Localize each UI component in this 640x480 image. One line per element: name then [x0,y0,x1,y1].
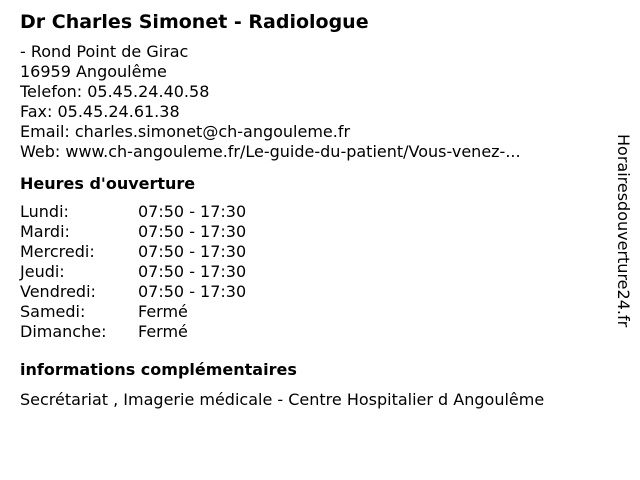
opening-hours-heading: Heures d'ouverture [20,174,196,193]
hours-day: Dimanche: [20,322,107,341]
hours-day: Mardi: [20,222,70,241]
opening-hours-table [20,202,610,342]
address-city: 16959 Angoulême [20,62,167,81]
hours-time: 07:50 - 17:30 [138,202,247,221]
fax-number: Fax: 05.45.24.61.38 [20,102,180,121]
hours-day: Jeudi: [20,262,65,281]
site-watermark: Horairesdouverture24.fr [614,134,633,328]
hours-day: Vendredi: [20,282,96,301]
hours-row-monday [20,202,610,222]
hours-day: Lundi: [20,202,69,221]
hours-time: 07:50 - 17:30 [138,282,247,301]
hours-time: Fermé [138,322,188,341]
address-block [20,42,610,162]
address-street: - Rond Point de Girac [20,42,189,61]
hours-time: 07:50 - 17:30 [138,222,247,241]
hours-row-tuesday [20,222,610,242]
additional-info-text: Secrétariat , Imagerie médicale - Centre Hospitalier d Angoulême [20,390,545,409]
hours-day: Mercredi: [20,242,95,261]
phone-number: Telefon: 05.45.24.40.58 [20,82,210,101]
hours-day: Samedi: [20,302,86,321]
hours-time: 07:50 - 17:30 [138,262,247,281]
hours-row-friday [20,282,610,302]
hours-row-sunday [20,322,610,342]
listing-content [20,10,610,410]
email-address: Email: charles.simonet@ch-angouleme.fr [20,122,351,141]
hours-row-wednesday [20,242,610,262]
hours-time: 07:50 - 17:30 [138,242,247,261]
hours-row-thursday [20,262,610,282]
hours-row-saturday [20,302,610,322]
page-title: Dr Charles Simonet - Radiologue [20,11,369,33]
website-link: Web: www.ch-angouleme.fr/Le-guide-du-patient/Vous-venez-... [20,142,521,161]
hours-time: Fermé [138,302,188,321]
additional-info-heading: informations complémentaires [20,360,297,379]
